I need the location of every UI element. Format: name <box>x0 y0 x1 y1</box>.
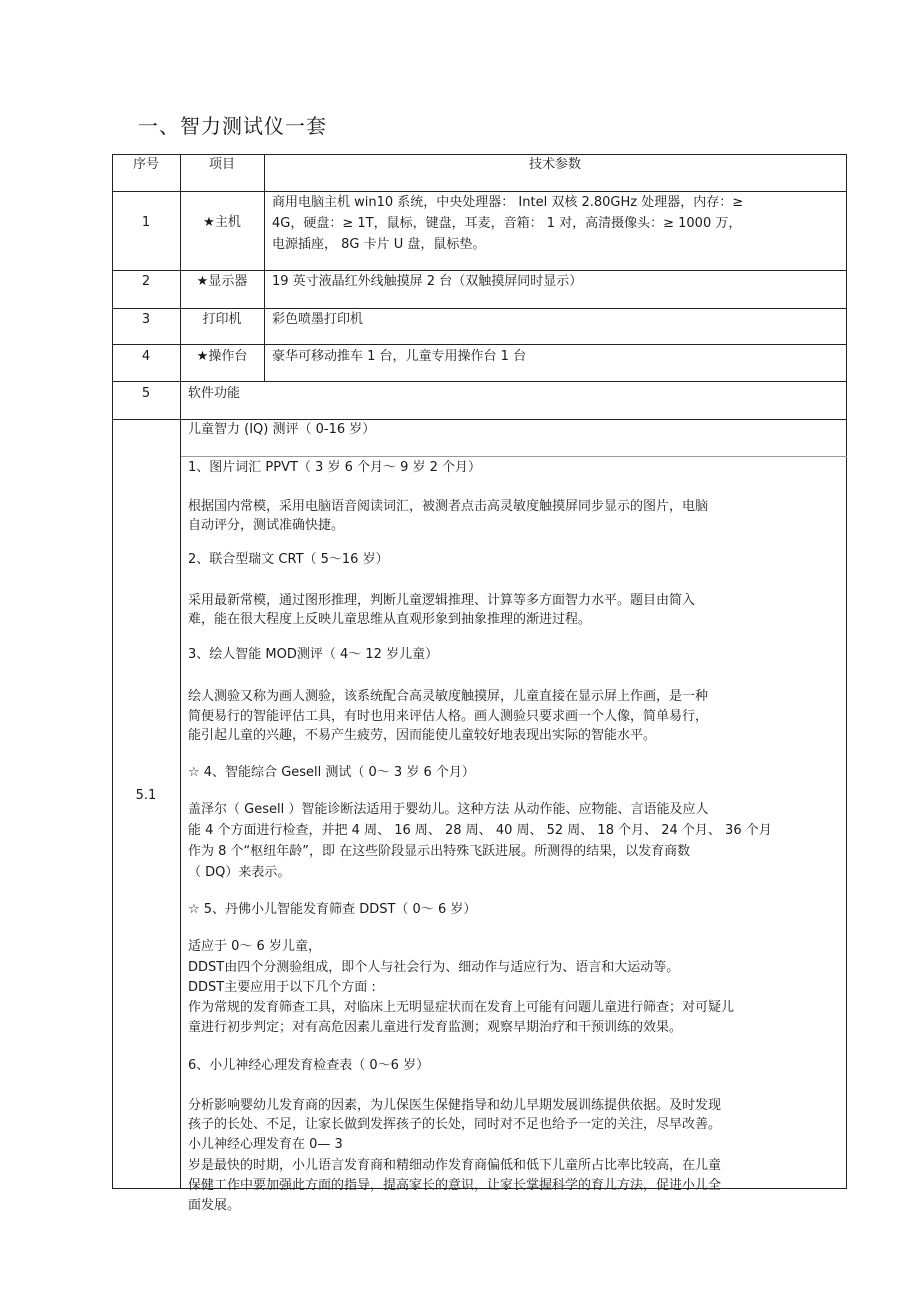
test-line: 适应于 0～ 6 岁儿童， <box>188 939 321 954</box>
test-line: 岁是最快的时期，小儿语言发育商和精细动作发育商偏低和低下儿童所占比率比较高，在儿童 <box>188 1158 722 1173</box>
test-heading: 2、联合型瑞文 CRT（ 5～16 岁） <box>188 552 389 567</box>
test-line: 自动评分，测试准确快捷。 <box>188 518 345 533</box>
page-title: 一、智力测试仪一套 <box>138 114 327 138</box>
test-line: 简便易行的智能评估工具，有时也用来评估人格。画人测验只要求画一个人像，简单易行， <box>188 709 709 724</box>
row-spec: 19 英寸液晶红外线触摸屏 2 台（双触摸屏同时显示） <box>272 274 583 289</box>
row-item: ★操作台 <box>196 349 248 364</box>
row-no: 1 <box>141 215 151 230</box>
test-line: 作为 8 个“枢纽年龄”，即 在这些阶段显示出特殊飞跃进展。所测得的结果，以发育商数 <box>188 844 691 859</box>
test-line: 能 4 个方面进行检查，并把 4 周、 16 周、 28 周、 40 周、 52 周、 18 个月、 24 个月、 36 个月 <box>188 823 772 838</box>
header-item: 项目 <box>208 157 235 172</box>
row-no: 2 <box>141 274 151 289</box>
row-spec-line: 商用电脑主机 win10 系统，中央处理器： Intel 双核 2.80GHz 处理器，内存：≥ <box>272 195 744 210</box>
header-spec: 技术参数 <box>528 157 581 172</box>
test-heading: ☆ 5、丹佛小儿智能发育筛查 DDST（ 0～ 6 岁） <box>188 902 477 917</box>
table-border-right <box>846 154 847 1189</box>
row-item: ★主机 <box>203 215 241 230</box>
row-no: 5 <box>141 386 151 401</box>
test-heading: ☆ 4、智能综合 Gesell 测试（ 0～ 3 岁 6 个月） <box>188 765 475 780</box>
test-line: 面发展。 <box>188 1198 241 1213</box>
test-line: 孩子的长处、不足，让家长做到发挥孩子的长处，同时对不足也给予一定的关注，尽早改善。 <box>188 1117 722 1132</box>
row-spec-line: 4G，硬盘：≥ 1T，鼠标，键盘，耳麦，音箱： 1 对，高清摄像头：≥ 1000 万， <box>272 216 742 231</box>
column-divider-item <box>264 154 265 382</box>
row-spec-line: 电源插座， 8G 卡片 U 盘，鼠标垫。 <box>272 237 486 252</box>
row-divider <box>112 381 847 382</box>
test-line: 保健工作中要加强此方面的指导，提高家长的意识，让家长掌握科学的育儿方法，促进小儿全 <box>188 1178 722 1193</box>
test-line: DDST由四个分测验组成，即个人与社会行为、细动作与适应行为、语言和大运动等。 <box>188 960 680 975</box>
row-divider <box>112 344 847 345</box>
test-line: 盖泽尔（ Gesell ）智能诊断法适用于婴幼儿。这种方法 从动作能、应物能、言语能及应人 <box>188 802 709 817</box>
test-line: 能引起儿童的兴趣，不易产生疲劳，因而能使儿童较好地表现出实际的智能水平。 <box>188 728 657 743</box>
row-spec: 豪华可移动推车 1 台，儿童专用操作台 1 台 <box>272 349 527 364</box>
test-line: 根据国内常模，采用电脑语音阅读词汇，被测者点击高灵敏度触摸屏同步显示的图片，电脑 <box>188 499 709 514</box>
test-line: 难，能在很大程度上反映儿童思维从直观形象到抽象推理的渐进过程。 <box>188 612 592 627</box>
test-line: 绘人测验又称为画人测验，该系统配合高灵敏度触摸屏，儿童直接在显示屏上作画，是一种 <box>188 689 709 704</box>
test-line: 小儿神经心理发育在 0— 3 <box>188 1137 343 1152</box>
row-no: 4 <box>141 349 151 364</box>
test-line: 分析影响婴幼儿发育商的因素，为儿保医生保健指导和幼儿早期发展训练提供依据。及时发现 <box>188 1098 722 1113</box>
row-spec: 彩色喷墨打印机 <box>272 312 364 327</box>
test-line: 采用最新常模，通过图形推理，判断儿童逻辑推理、计算等多方面智力水平。题目由简入 <box>188 593 696 608</box>
test-heading: 3、绘人智能 MOD测评（ 4～ 12 岁儿童） <box>188 647 439 662</box>
test-line: （ DQ）来表示。 <box>188 865 291 880</box>
section-no: 5.1 <box>135 788 157 803</box>
test-heading: 6、小儿神经心理发育检查表（ 0～6 岁） <box>188 1058 430 1073</box>
test-heading: 1、图片词汇 PPVT（ 3 岁 6 个月～ 9 岁 2 个月） <box>188 460 482 475</box>
row-label: 软件功能 <box>188 386 241 401</box>
test-line: 童进行初步判定；对有高危因素儿童进行发育监测；观察早期治疗和干预训练的效果。 <box>188 1020 683 1035</box>
row-item: 打印机 <box>202 312 242 327</box>
row-no: 3 <box>141 312 151 327</box>
header-no: 序号 <box>132 157 159 172</box>
test-line: 作为常规的发育筛查工具，对临床上无明显症状而在发育上可能有问题儿童进行筛查；对可疑儿 <box>188 1000 735 1015</box>
row-item: ★显示器 <box>196 274 248 289</box>
test-line: DDST主要应用于以下几个方面 : <box>188 980 376 995</box>
section-header: 儿童智力 (IQ) 测评（ 0-16 岁） <box>188 422 376 437</box>
